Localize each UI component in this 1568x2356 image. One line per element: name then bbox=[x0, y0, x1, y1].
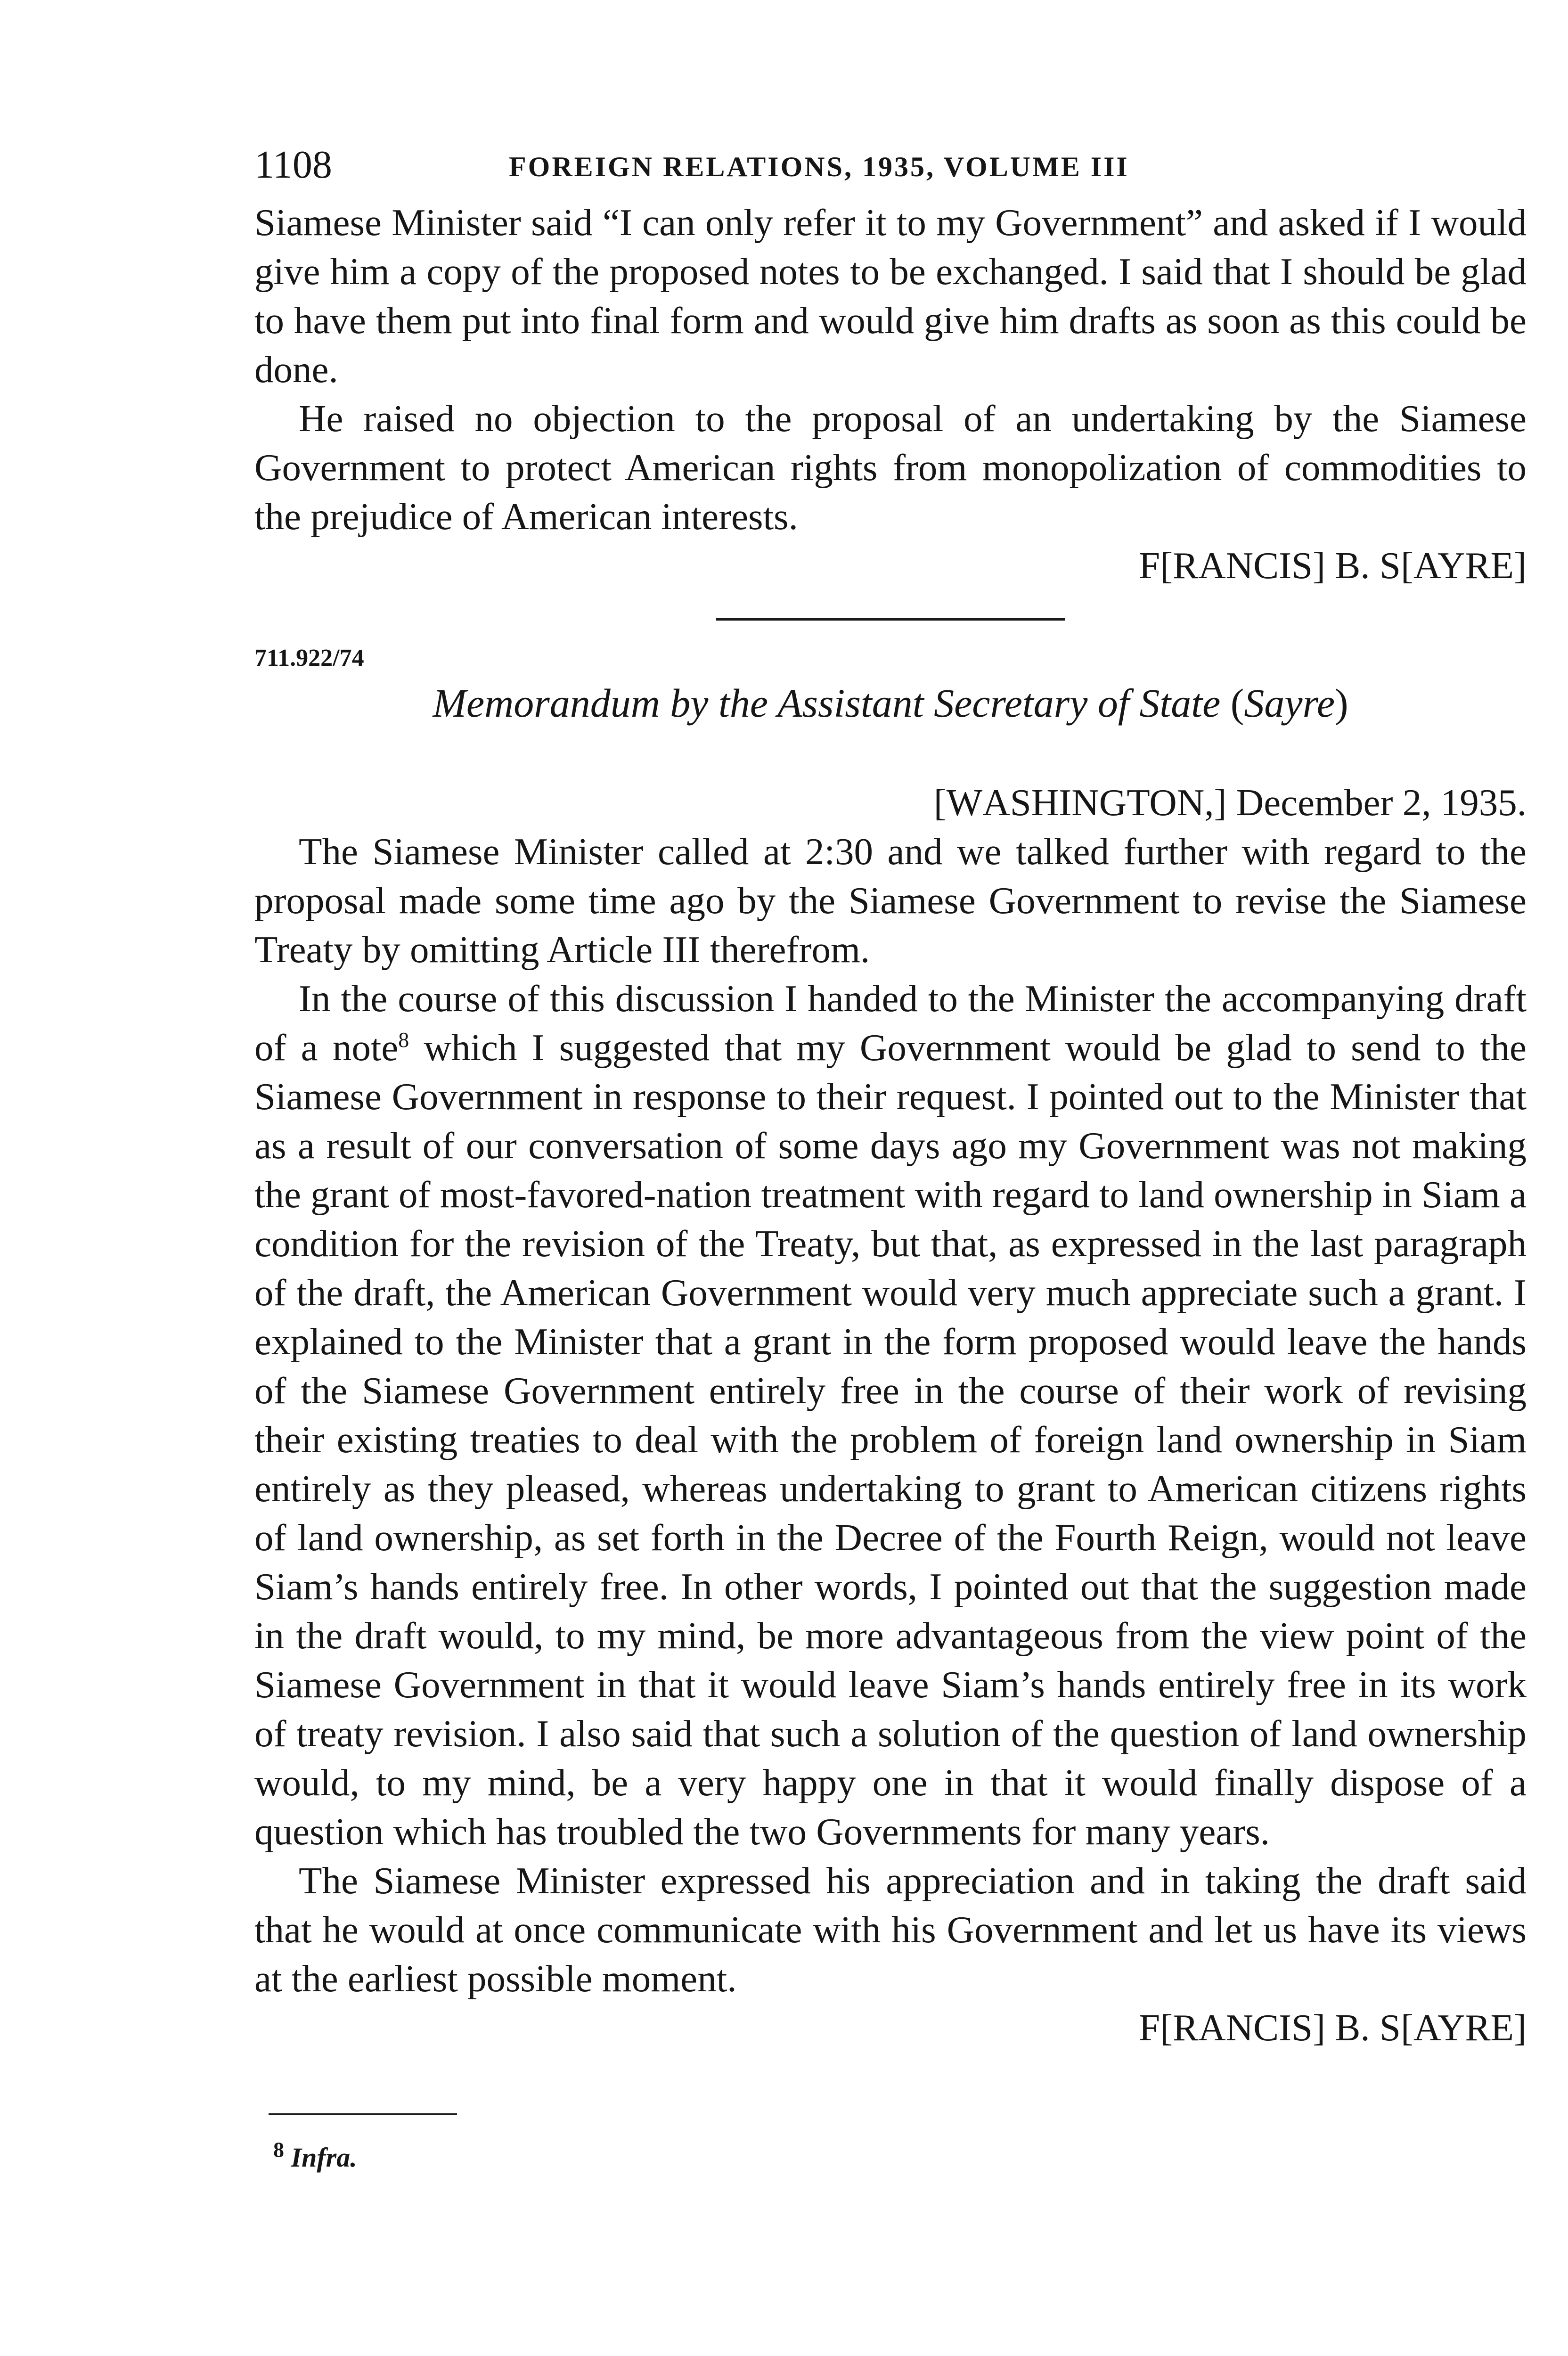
continued-text bbox=[254, 198, 1527, 541]
paragraph: The Siamese Minister expressed his appreciation and in taking the draft said that he would at once communicate with his Government and let us have its views at the earliest possible moment. bbox=[254, 1859, 1527, 2000]
document-page bbox=[254, 141, 1527, 2176]
dateline: [WASHINGTON,] December 2, 1935. bbox=[933, 781, 1527, 824]
section-divider bbox=[716, 618, 1065, 621]
footnote-reference: 8 bbox=[398, 1028, 409, 1052]
page-number: 1108 bbox=[254, 143, 332, 187]
running-header bbox=[254, 141, 1527, 198]
footnote: $^8$ Infra. bbox=[273, 2137, 357, 2173]
paragraph: The Siamese Minister called at 2:30 and we talked further with regard to the proposal made some time ago by the Siamese Government to revise the Siamese Treaty by omitting Article III therefrom. bbox=[254, 830, 1527, 971]
footnote-divider bbox=[269, 2113, 457, 2115]
paragraph: He raised no objection to the proposal of an undertaking by the Siamese Government to protect American rights from monopolization of commodities to the prejudice of American interests. bbox=[254, 397, 1527, 538]
signature: F[RANCIS] B. S[AYRE] bbox=[1139, 544, 1527, 587]
memorandum-text bbox=[254, 827, 1527, 2003]
footnote-mark: 8 bbox=[273, 2137, 284, 2162]
running-title: FOREIGN RELATIONS, 1935, VOLUME III bbox=[509, 151, 1129, 182]
signature: F[RANCIS] B. S[AYRE] bbox=[1139, 2006, 1527, 2049]
file-number: 711.922/74 bbox=[254, 645, 364, 671]
paragraph: In the course of this discussion I handed to the Minister the accompanying draft of a note$^8$ which I suggested that my Government would be glad to send to the Siamese Government in response to their request. I pointed out to the Minister that as a result of our conversation of some days ago my Government was not making the grant of most-favored-nation treatment with regard to land ownership in Siam a condition for the revision of the Treaty, but that, as expressed in the last paragraph of the draft, the American Government would very much appreciate such a grant. I explained to the Minister that a grant in the form proposed would leave the hands of the Siamese Government entirely free in the course of their work of revising their existing treaties to deal with the problem of foreign land ownership in Siam entirely as they pleased, whereas undertaking to grant to American citizens rights of land ownership, as set forth in the Decree of the Fourth Reign, would not leave Siam’s hands entirely free. In other words, I pointed out that the suggestion made in the draft would, to my mind, be more advantageous from the view point of the Siamese Government in that it would leave Siam’s hands entirely free in its work of treaty revision. I also said that such a solution of the question of land ownership would, to my mind, be a very happy one in that it would finally dispose of a question which has troubled the two Governments for many years. bbox=[254, 977, 1527, 1853]
paragraph: Siamese Minister said “I can only refer it to my Government” and asked if I would give him a copy of the proposed notes to be exchanged. I said that I should be glad to have them put into final form and would give him drafts as soon as this could be done. bbox=[254, 201, 1527, 391]
document-title: Memorandum by the Assistant Secretary of State (Sayre) bbox=[433, 680, 1348, 726]
